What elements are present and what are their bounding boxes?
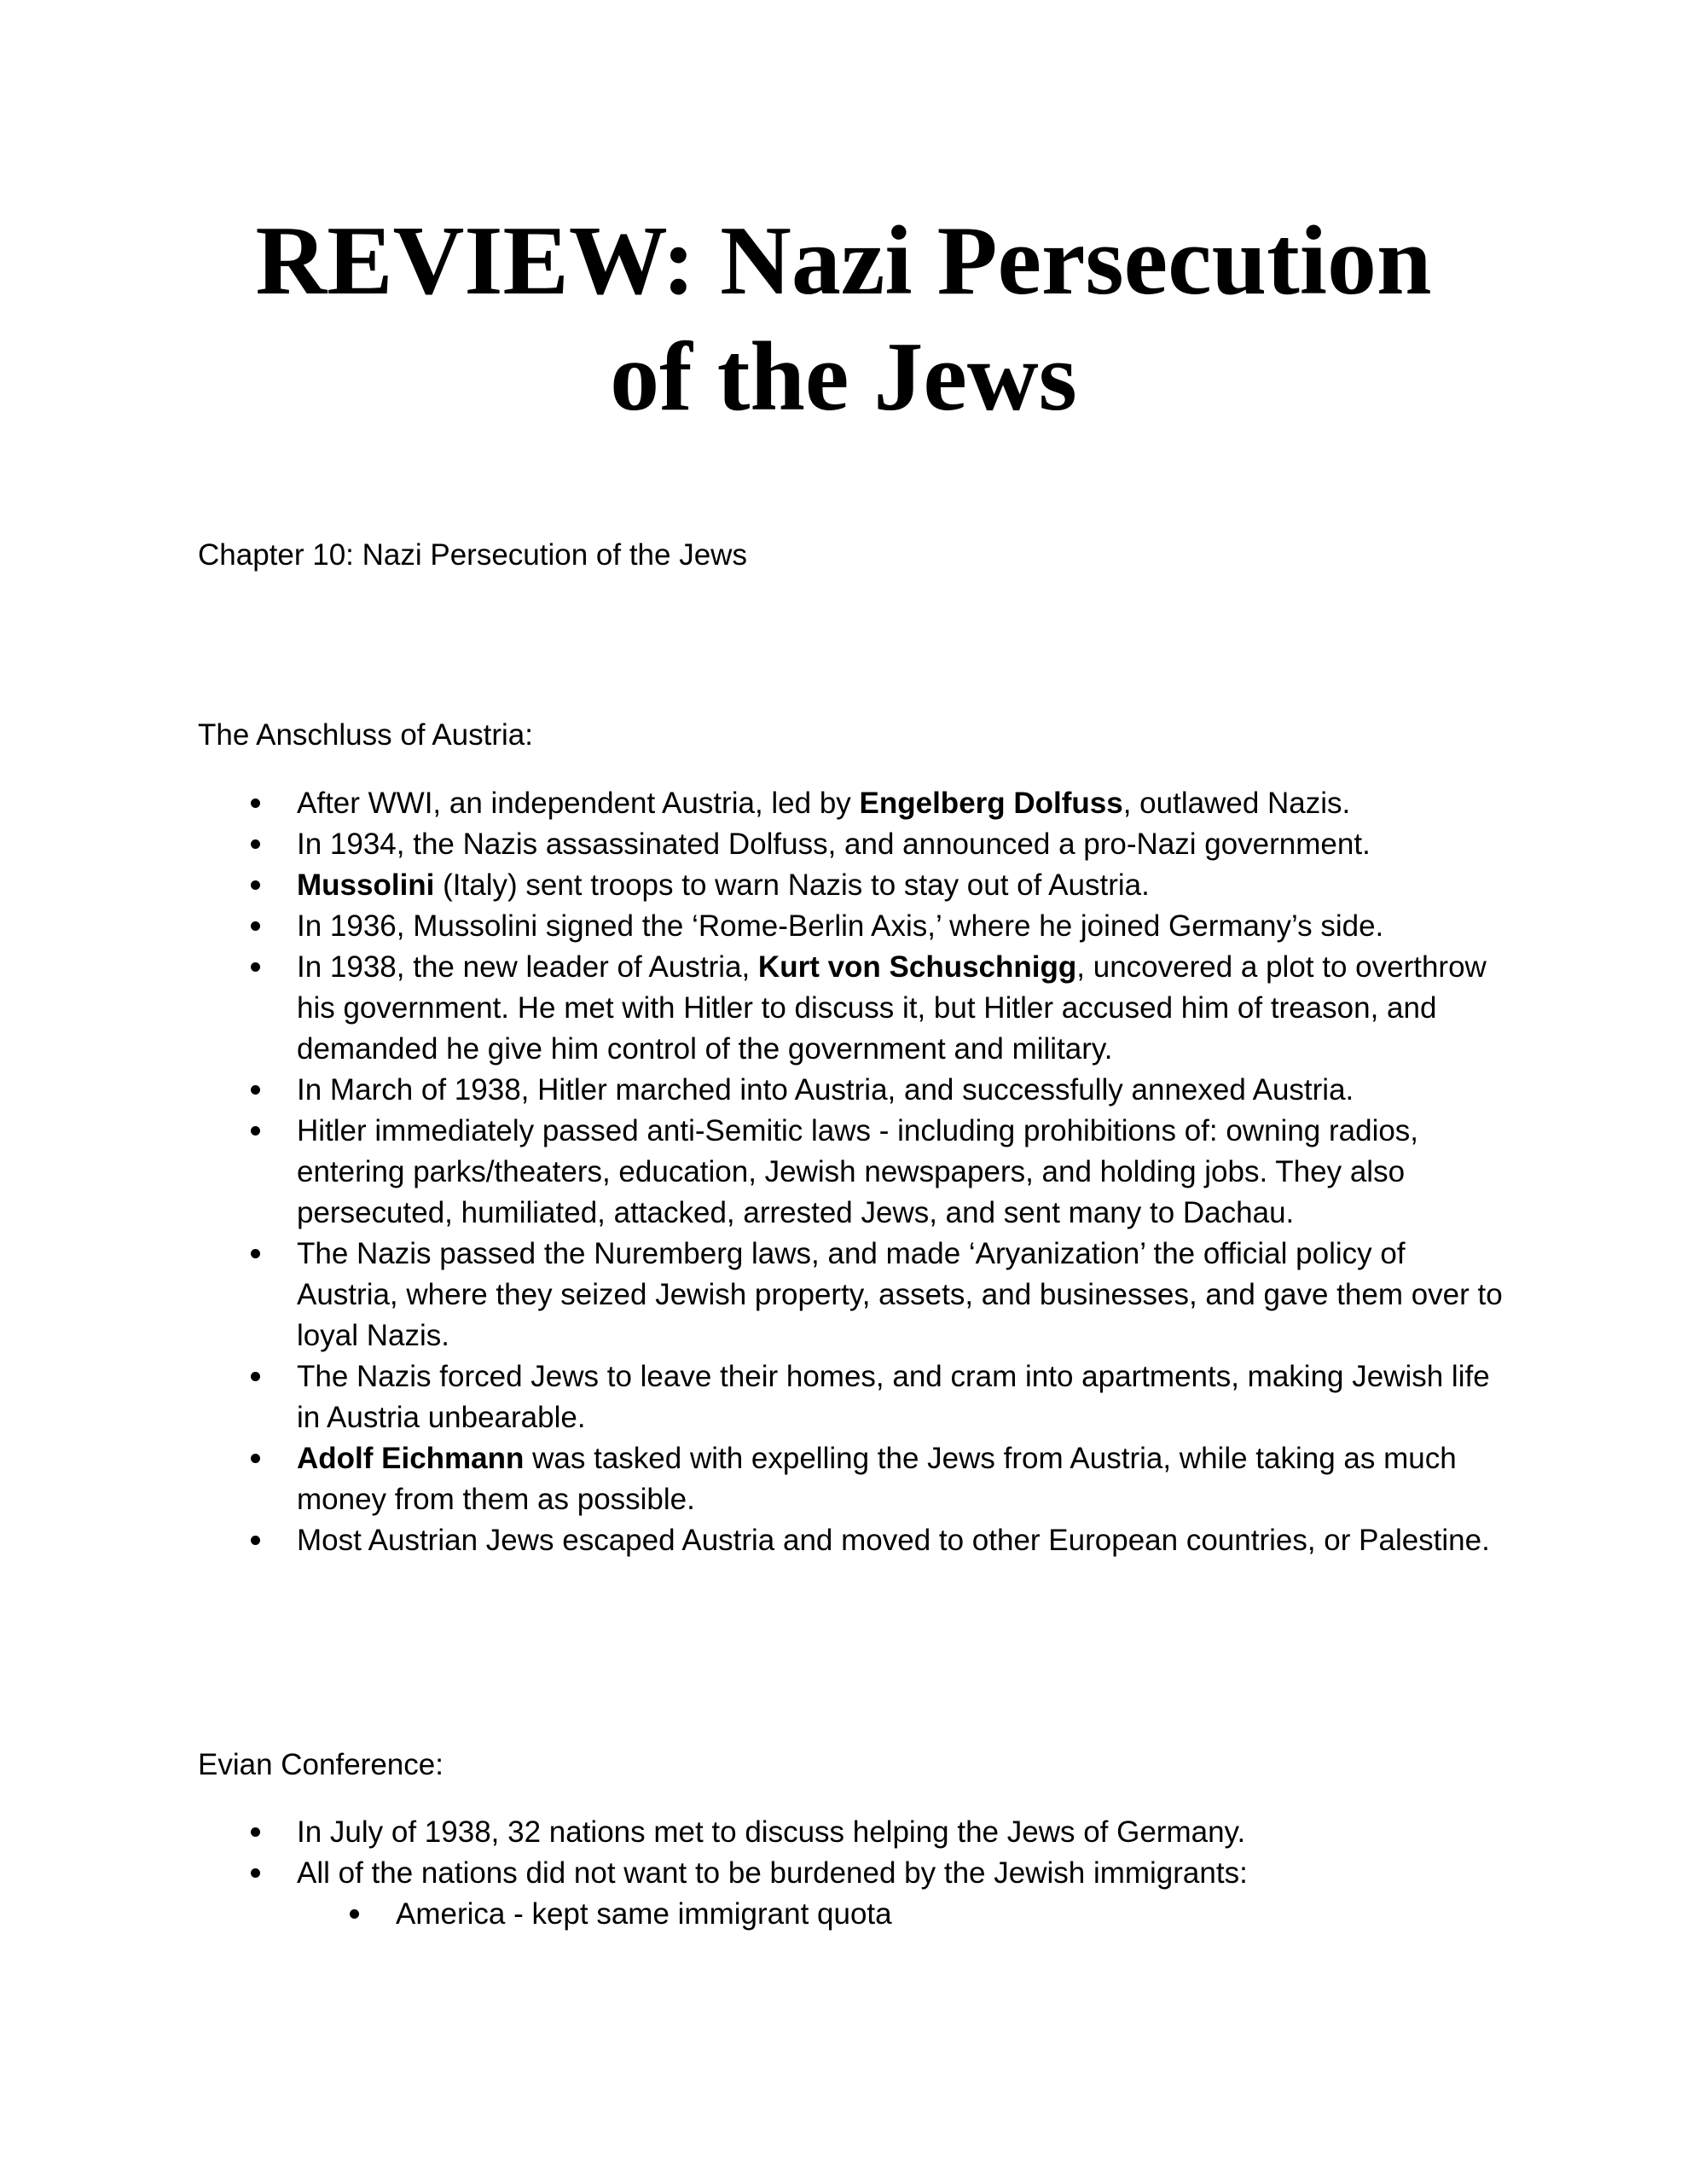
list-item: Adolf Eichmann was tasked with expelling the Jews from Austria, while taking as much money from them as possible.: [198, 1438, 1503, 1520]
bullet-icon: [251, 880, 260, 890]
list-item: All of the nations did not want to be burdened by the Jewish immigrants:: [198, 1853, 1503, 1894]
bullet-icon: [251, 1126, 260, 1136]
bullet-icon: [251, 799, 260, 808]
page-title: [0, 203, 1687, 435]
anschluss-list: [198, 783, 1503, 1561]
bullet-icon: [251, 1085, 260, 1095]
bullet-icon: [251, 1536, 260, 1545]
list-item: In March of 1938, Hitler marched into Austria, and successfully annexed Austria.: [198, 1070, 1503, 1111]
evian-heading: Evian Conference:: [198, 1748, 443, 1781]
bullet-icon: [251, 1868, 260, 1878]
bullet-icon: [251, 1249, 260, 1258]
bullet-icon: [251, 1372, 260, 1381]
list-item: The Nazis passed the Nuremberg laws, and made ‘Aryanization’ the official policy of Austria, where they seized Jewish property, assets, and businesses, and gave them over to loyal Nazis.: [198, 1234, 1503, 1356]
chapter-label: Chapter 10: Nazi Persecution of the Jews: [198, 538, 747, 572]
list-item: Hitler immediately passed anti-Semitic laws - including prohibitions of: owning radios, entering parks/theaters, education, Jewish newspapers, and holding jobs. They also persecuted, humiliated, attacked, arrested Jews, and sent many to Dachau.: [198, 1111, 1503, 1234]
bullet-icon: [350, 1909, 359, 1919]
bullet-icon: [251, 1454, 260, 1463]
list-item: In 1936, Mussolini signed the ‘Rome-Berlin Axis,’ where he joined Germany’s side.: [198, 906, 1503, 947]
list-item: In July of 1938, 32 nations met to discuss helping the Jews of Germany.: [198, 1812, 1503, 1853]
list-item: After WWI, an independent Austria, led by Engelberg Dolfuss, outlawed Nazis.: [198, 783, 1503, 824]
anschluss-heading: The Anschluss of Austria:: [198, 718, 533, 752]
title-line-2: of the Jews: [610, 322, 1077, 432]
list-item: Mussolini (Italy) sent troops to warn Nazis to stay out of Austria.: [198, 865, 1503, 906]
bullet-icon: [251, 921, 260, 931]
list-item: In 1938, the new leader of Austria, Kurt von Schuschnigg, uncovered a plot to overthrow his government. He met with Hitler to discuss it, but Hitler accused him of treason, and demanded he give him control of the government and military.: [198, 947, 1503, 1070]
bullet-icon: [251, 1827, 260, 1837]
list-item: In 1934, the Nazis assassinated Dolfuss, and announced a pro-Nazi government.: [198, 824, 1503, 865]
sub-list-item: America - kept same immigrant quota: [198, 1894, 1503, 1935]
bullet-icon: [251, 839, 260, 849]
list-item: Most Austrian Jews escaped Austria and moved to other European countries, or Palestine.: [198, 1520, 1503, 1561]
title-line-1: REVIEW: Nazi Persecution: [255, 206, 1432, 316]
list-item: The Nazis forced Jews to leave their homes, and cram into apartments, making Jewish life in Austria unbearable.: [198, 1356, 1503, 1438]
evian-list: [198, 1812, 1503, 1935]
bullet-icon: [251, 962, 260, 972]
